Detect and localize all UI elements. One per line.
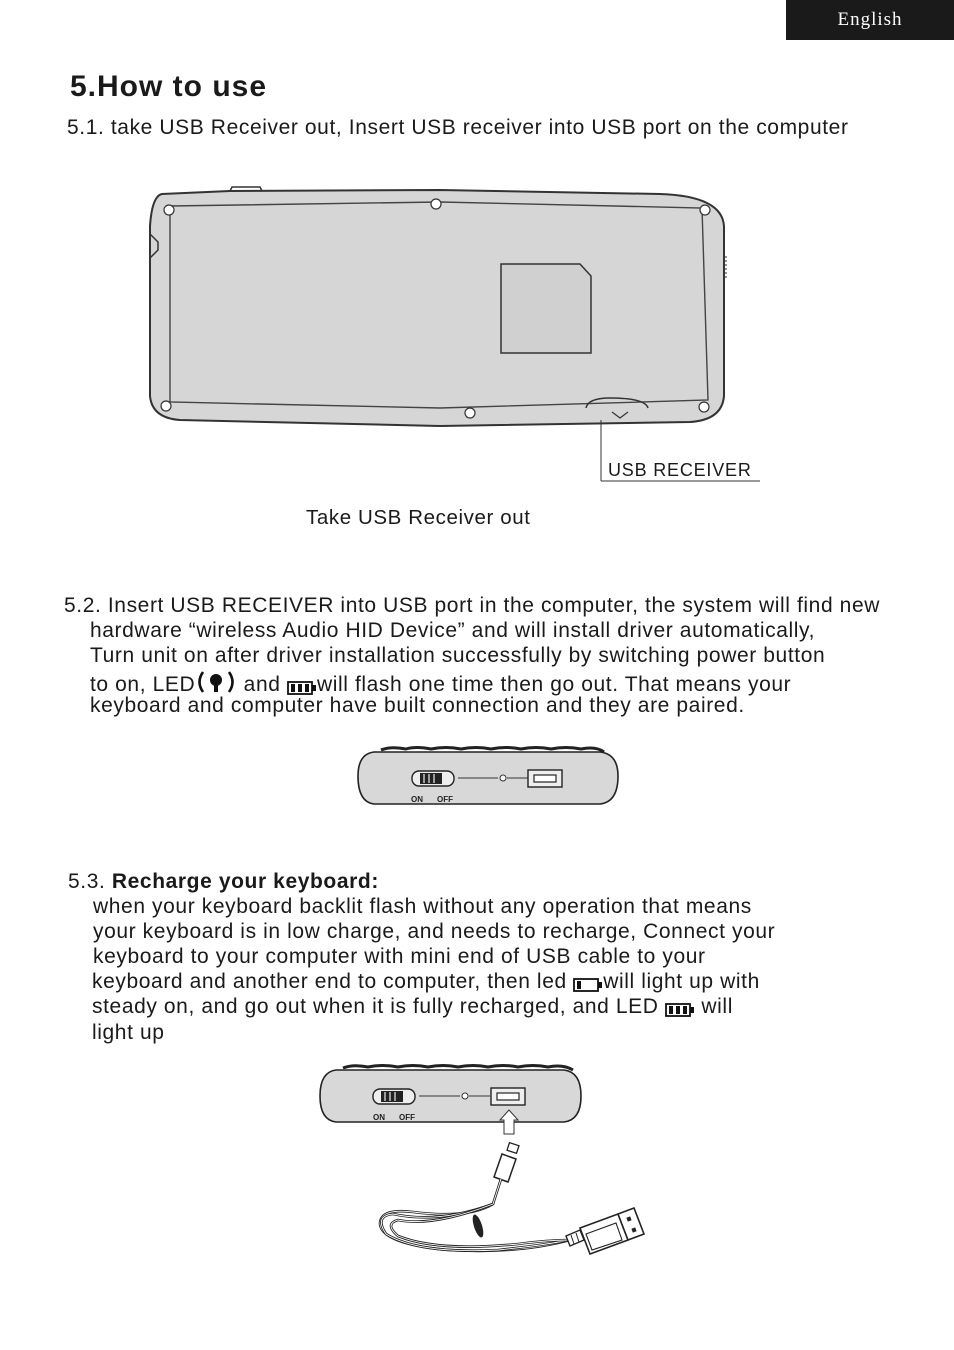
step-3-line-4-part-b: will light up with bbox=[603, 970, 760, 993]
language-tab: English bbox=[786, 0, 954, 40]
step-3-heading bbox=[68, 870, 379, 894]
switch-off-label: OFF bbox=[437, 795, 453, 804]
step-3-line-5-part-b: will bbox=[694, 995, 733, 1018]
step-2-line-3: Turn unit on after driver installation successfully by switching power button bbox=[90, 644, 826, 667]
step-3-line-1: when your keyboard backlit flash without any operation that means bbox=[93, 895, 752, 918]
keyboard-edge-switch-illustration bbox=[356, 746, 622, 808]
switch-on-label: ON bbox=[373, 1113, 385, 1122]
step-3-line-5 bbox=[92, 995, 733, 1019]
step-2-line-4-part-b: and bbox=[237, 673, 281, 696]
step-3-line-2: your keyboard is in low charge, and needs to recharge, Connect your bbox=[93, 920, 776, 943]
battery-full-icon bbox=[287, 681, 317, 695]
step-3-line-4 bbox=[92, 970, 760, 994]
keyboard-usb-cable-illustration bbox=[318, 1064, 648, 1264]
wireless-led-icon bbox=[195, 669, 237, 695]
battery-full-icon bbox=[665, 1003, 695, 1017]
step-2-line-5: keyboard and computer have built connection and they are paired. bbox=[90, 694, 745, 717]
battery-low-icon bbox=[573, 978, 603, 992]
step-3-line-4-part-a: keyboard and another end to computer, then led bbox=[92, 970, 567, 993]
step-2-line-4-part-a: to on, LED bbox=[90, 673, 196, 696]
step-3-line-6: light up bbox=[92, 1021, 165, 1044]
page-title: 5.How to use bbox=[70, 70, 268, 103]
usb-receiver-callout: USB RECEIVER bbox=[608, 460, 752, 480]
step-3-number: 5.3. bbox=[68, 870, 112, 893]
switch-on-label: ON bbox=[411, 795, 423, 804]
step-3-title: Recharge your keyboard: bbox=[111, 870, 379, 893]
step-3-line-5-part-a: steady on, and go out when it is fully recharged, and LED bbox=[92, 995, 659, 1018]
figure-1-caption: Take USB Receiver out bbox=[306, 506, 531, 529]
step-2-line-4-part-c: will flash one time then go out. That means your bbox=[316, 673, 792, 696]
switch-off-label: OFF bbox=[399, 1113, 415, 1122]
keyboard-back-illustration bbox=[140, 186, 740, 486]
step-2-line-2: hardware “wireless Audio HID Device” and will install driver automatically, bbox=[90, 619, 816, 642]
step-2-line-1: 5.2. Insert USB RECEIVER into USB port in the computer, the system will find new bbox=[64, 594, 880, 617]
step-3-line-3: keyboard to your computer with mini end of USB cable to your bbox=[93, 945, 706, 968]
step-1-text: 5.1. take USB Receiver out, Insert USB receiver into USB port on the computer bbox=[67, 116, 849, 139]
step-2-line-4 bbox=[90, 669, 791, 697]
